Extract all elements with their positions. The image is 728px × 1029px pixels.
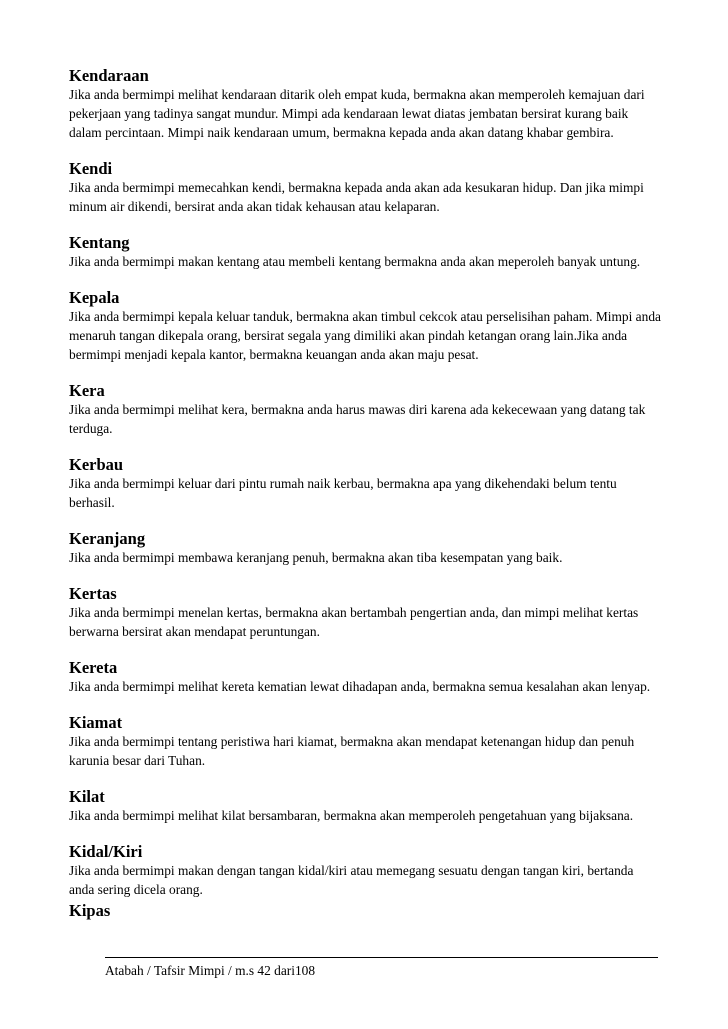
entry-body: Jika anda bermimpi melihat kereta kematian lewat dihadapan anda, bermakna semua kesalahan akan lenyap. [69, 679, 651, 694]
entry-title: Kera [69, 381, 105, 400]
entry-title: Kipas [69, 901, 111, 920]
entry-title: Kentang [69, 233, 130, 252]
entry-body: Jika anda bermimpi melihat kera, bermakna anda harus mawas diri karena ada kekecewaan yang datang tak terduga. [69, 402, 646, 436]
entry-kipas [69, 901, 661, 920]
entry-title: Kidal/Kiri [69, 842, 143, 861]
entry-body: Jika anda bermimpi memecahkan kendi, bermakna kepada anda akan ada kesukaran hidup. Dan jika mimpi minum air dikendi, bersirat anda akan tidak kehausan atau kelaparan. [69, 180, 644, 214]
entry-kertas [69, 584, 661, 641]
entry-kilat [69, 787, 661, 825]
entry-body: Jika anda bermimpi tentang peristiwa hari kiamat, bermakna akan mendapat ketenangan hidup dan penuh karunia besar dari Tuhan. [69, 734, 635, 768]
entry-title: Kerbau [69, 455, 124, 474]
entry-kereta [69, 658, 661, 696]
entry-title: Keranjang [69, 529, 146, 548]
entry-title: Kendi [69, 159, 113, 178]
entry-kidal-kiri [69, 842, 661, 899]
entry-body: Jika anda bermimpi kepala keluar tanduk, bermakna akan timbul cekcok atau perselisihan paham. Mimpi anda menaruh tangan dikepala orang, bersirat segala yang dimiliki akan pindah ketangan orang lain.Jika anda bermimpi menjadi kepala kantor, bermakna keuangan anda akan maju pesat. [69, 309, 661, 362]
entry-body: Jika anda bermimpi membawa keranjang penuh, bermakna akan tiba kesempatan yang baik. [69, 550, 563, 565]
entry-kendi [69, 159, 661, 216]
entry-title: Kepala [69, 288, 120, 307]
entry-body: Jika anda bermimpi makan dengan tangan kidal/kiri atau memegang sesuatu dengan tangan kiri, bertanda anda sering dicela orang. [69, 863, 634, 897]
entry-title: Kilat [69, 787, 105, 806]
entry-title: Kertas [69, 584, 117, 603]
entry-body: Jika anda bermimpi keluar dari pintu rumah naik kerbau, bermakna apa yang dikehendaki belum tentu berhasil. [69, 476, 617, 510]
footer-divider [105, 957, 658, 958]
entry-body: Jika anda bermimpi makan kentang atau membeli kentang bermakna anda akan meperoleh banyak untung. [69, 254, 641, 269]
entry-title: Kendaraan [69, 66, 149, 85]
entry-body: Jika anda bermimpi menelan kertas, bermakna akan bertambah pengertian anda, dan mimpi melihat kertas berwarna bersirat akan mendapat peruntungan. [69, 605, 639, 639]
entry-title: Kiamat [69, 713, 123, 732]
entry-kendaraan [69, 66, 661, 142]
page-footer [105, 957, 658, 980]
entry-keranjang [69, 529, 661, 567]
entry-kerbau [69, 455, 661, 512]
entry-body: Jika anda bermimpi melihat kendaraan ditarik oleh empat kuda, bermakna akan memperoleh kemajuan dari pekerjaan yang tadinya sangat mundur. Mimpi ada kendaraan lewat diatas jembatan bersirat kurang baik dalam percintaan. Mimpi naik kendaraan umum, bermakna kepada anda akan datang khabar gembira. [69, 87, 645, 140]
entry-kentang [69, 233, 661, 271]
entry-title: Kereta [69, 658, 118, 677]
document-page [69, 66, 661, 937]
entry-kiamat [69, 713, 661, 770]
footer-page-info: Atabah / Tafsir Mimpi / m.s 42 dari108 [105, 963, 316, 978]
entry-kepala [69, 288, 661, 364]
entry-body: Jika anda bermimpi melihat kilat bersambaran, bermakna akan memperoleh pengetahuan yang bijaksana. [69, 808, 634, 823]
entry-kera [69, 381, 661, 438]
